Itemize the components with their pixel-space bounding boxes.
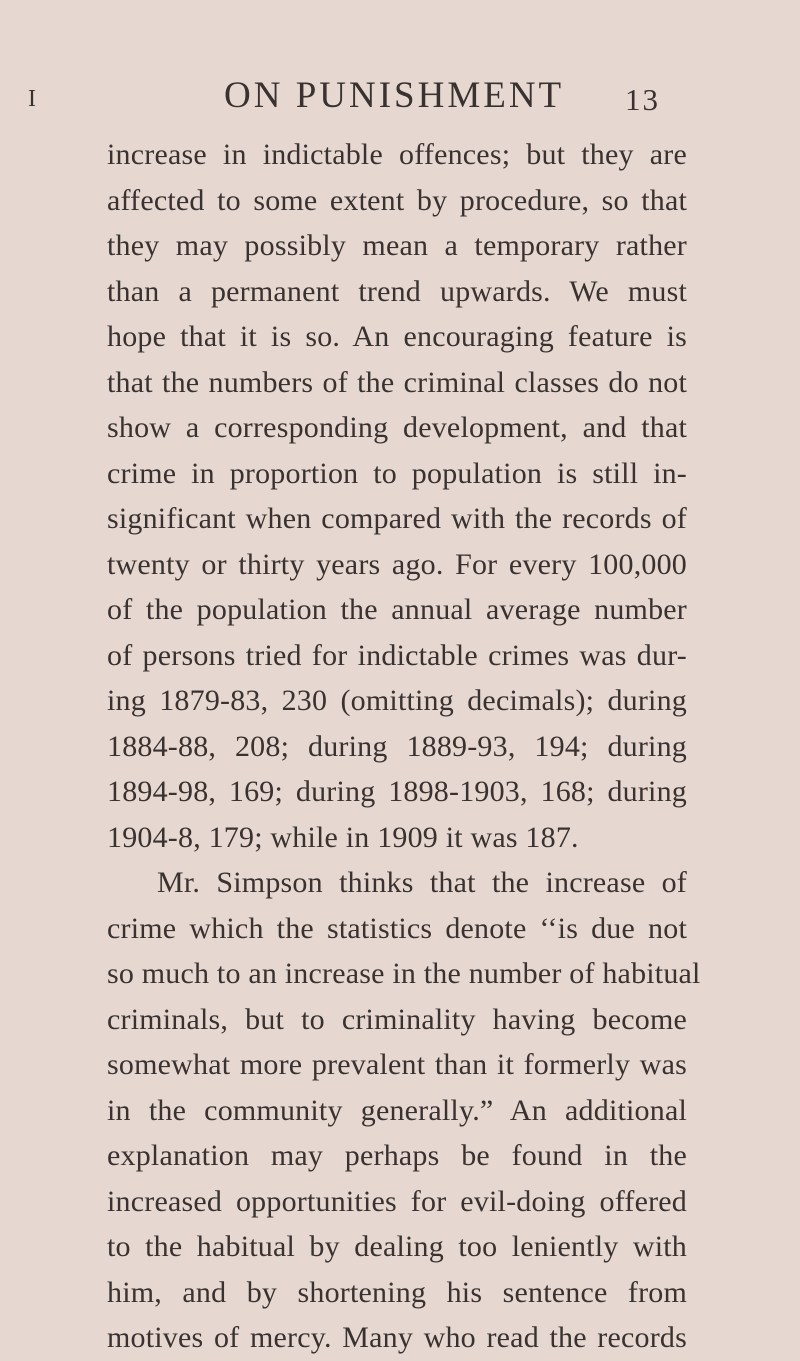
text-line: somewhat more prevalent than it formerly was — [107, 1048, 687, 1081]
signature-mark: I — [28, 86, 36, 112]
page-number: 13 — [625, 82, 660, 117]
running-title: ON PUNISHMENT — [224, 75, 565, 116]
text-line: that the numbers of the criminal classes do not — [107, 365, 687, 399]
text-line: motives of mercy. Many who read the records — [107, 1321, 687, 1354]
text-line: show a corresponding development, and that — [107, 411, 687, 444]
body-text — [107, 132, 701, 1361]
text-line: in the community generally.” An additional — [107, 1093, 687, 1127]
text-line: 1884-88, 208; during 1889-93, 194; during — [107, 729, 687, 763]
text-line: so much to an increase in the number of habitual — [107, 957, 701, 990]
text-line: increase in indictable offences; but they are — [107, 138, 687, 171]
text-line: explanation may perhaps be found in the — [107, 1139, 687, 1172]
text-line: to the habitual by dealing too leniently with — [107, 1230, 687, 1263]
text-line: him, and by shortening his sentence from — [107, 1275, 687, 1309]
text-line: than a permanent trend upwards. We must — [107, 274, 687, 308]
text-line: of the population the annual average number — [107, 593, 687, 626]
text-line: affected to some extent by procedure, so that — [107, 183, 687, 217]
text-line: significant when compared with the records of — [107, 502, 687, 535]
text-line: crime in proportion to population is still in- — [107, 456, 687, 490]
text-line: increased opportunities for evil-doing offered — [107, 1184, 687, 1218]
text-line: hope that it is so. An encouraging feature is — [107, 320, 687, 353]
text-line: twenty or thirty years ago. For every 100,000 — [107, 547, 687, 581]
text-line: ing 1879-83, 230 (omitting decimals); during — [107, 684, 687, 717]
text-line: 1894-98, 169; during 1898-1903, 168; during — [107, 775, 687, 808]
text-line: criminals, but to criminality having become — [107, 1002, 687, 1036]
text-line: crime which the statistics denote ‘‘is due not — [107, 911, 687, 945]
text-line: Mr. Simpson thinks that the increase of — [157, 866, 687, 899]
running-header — [0, 74, 800, 124]
text-line: they may possibly mean a temporary rather — [107, 229, 687, 262]
text-line: of persons tried for indictable crimes was dur- — [107, 638, 687, 672]
text-line: 1904-8, 179; while in 1909 it was 187. — [107, 820, 579, 854]
